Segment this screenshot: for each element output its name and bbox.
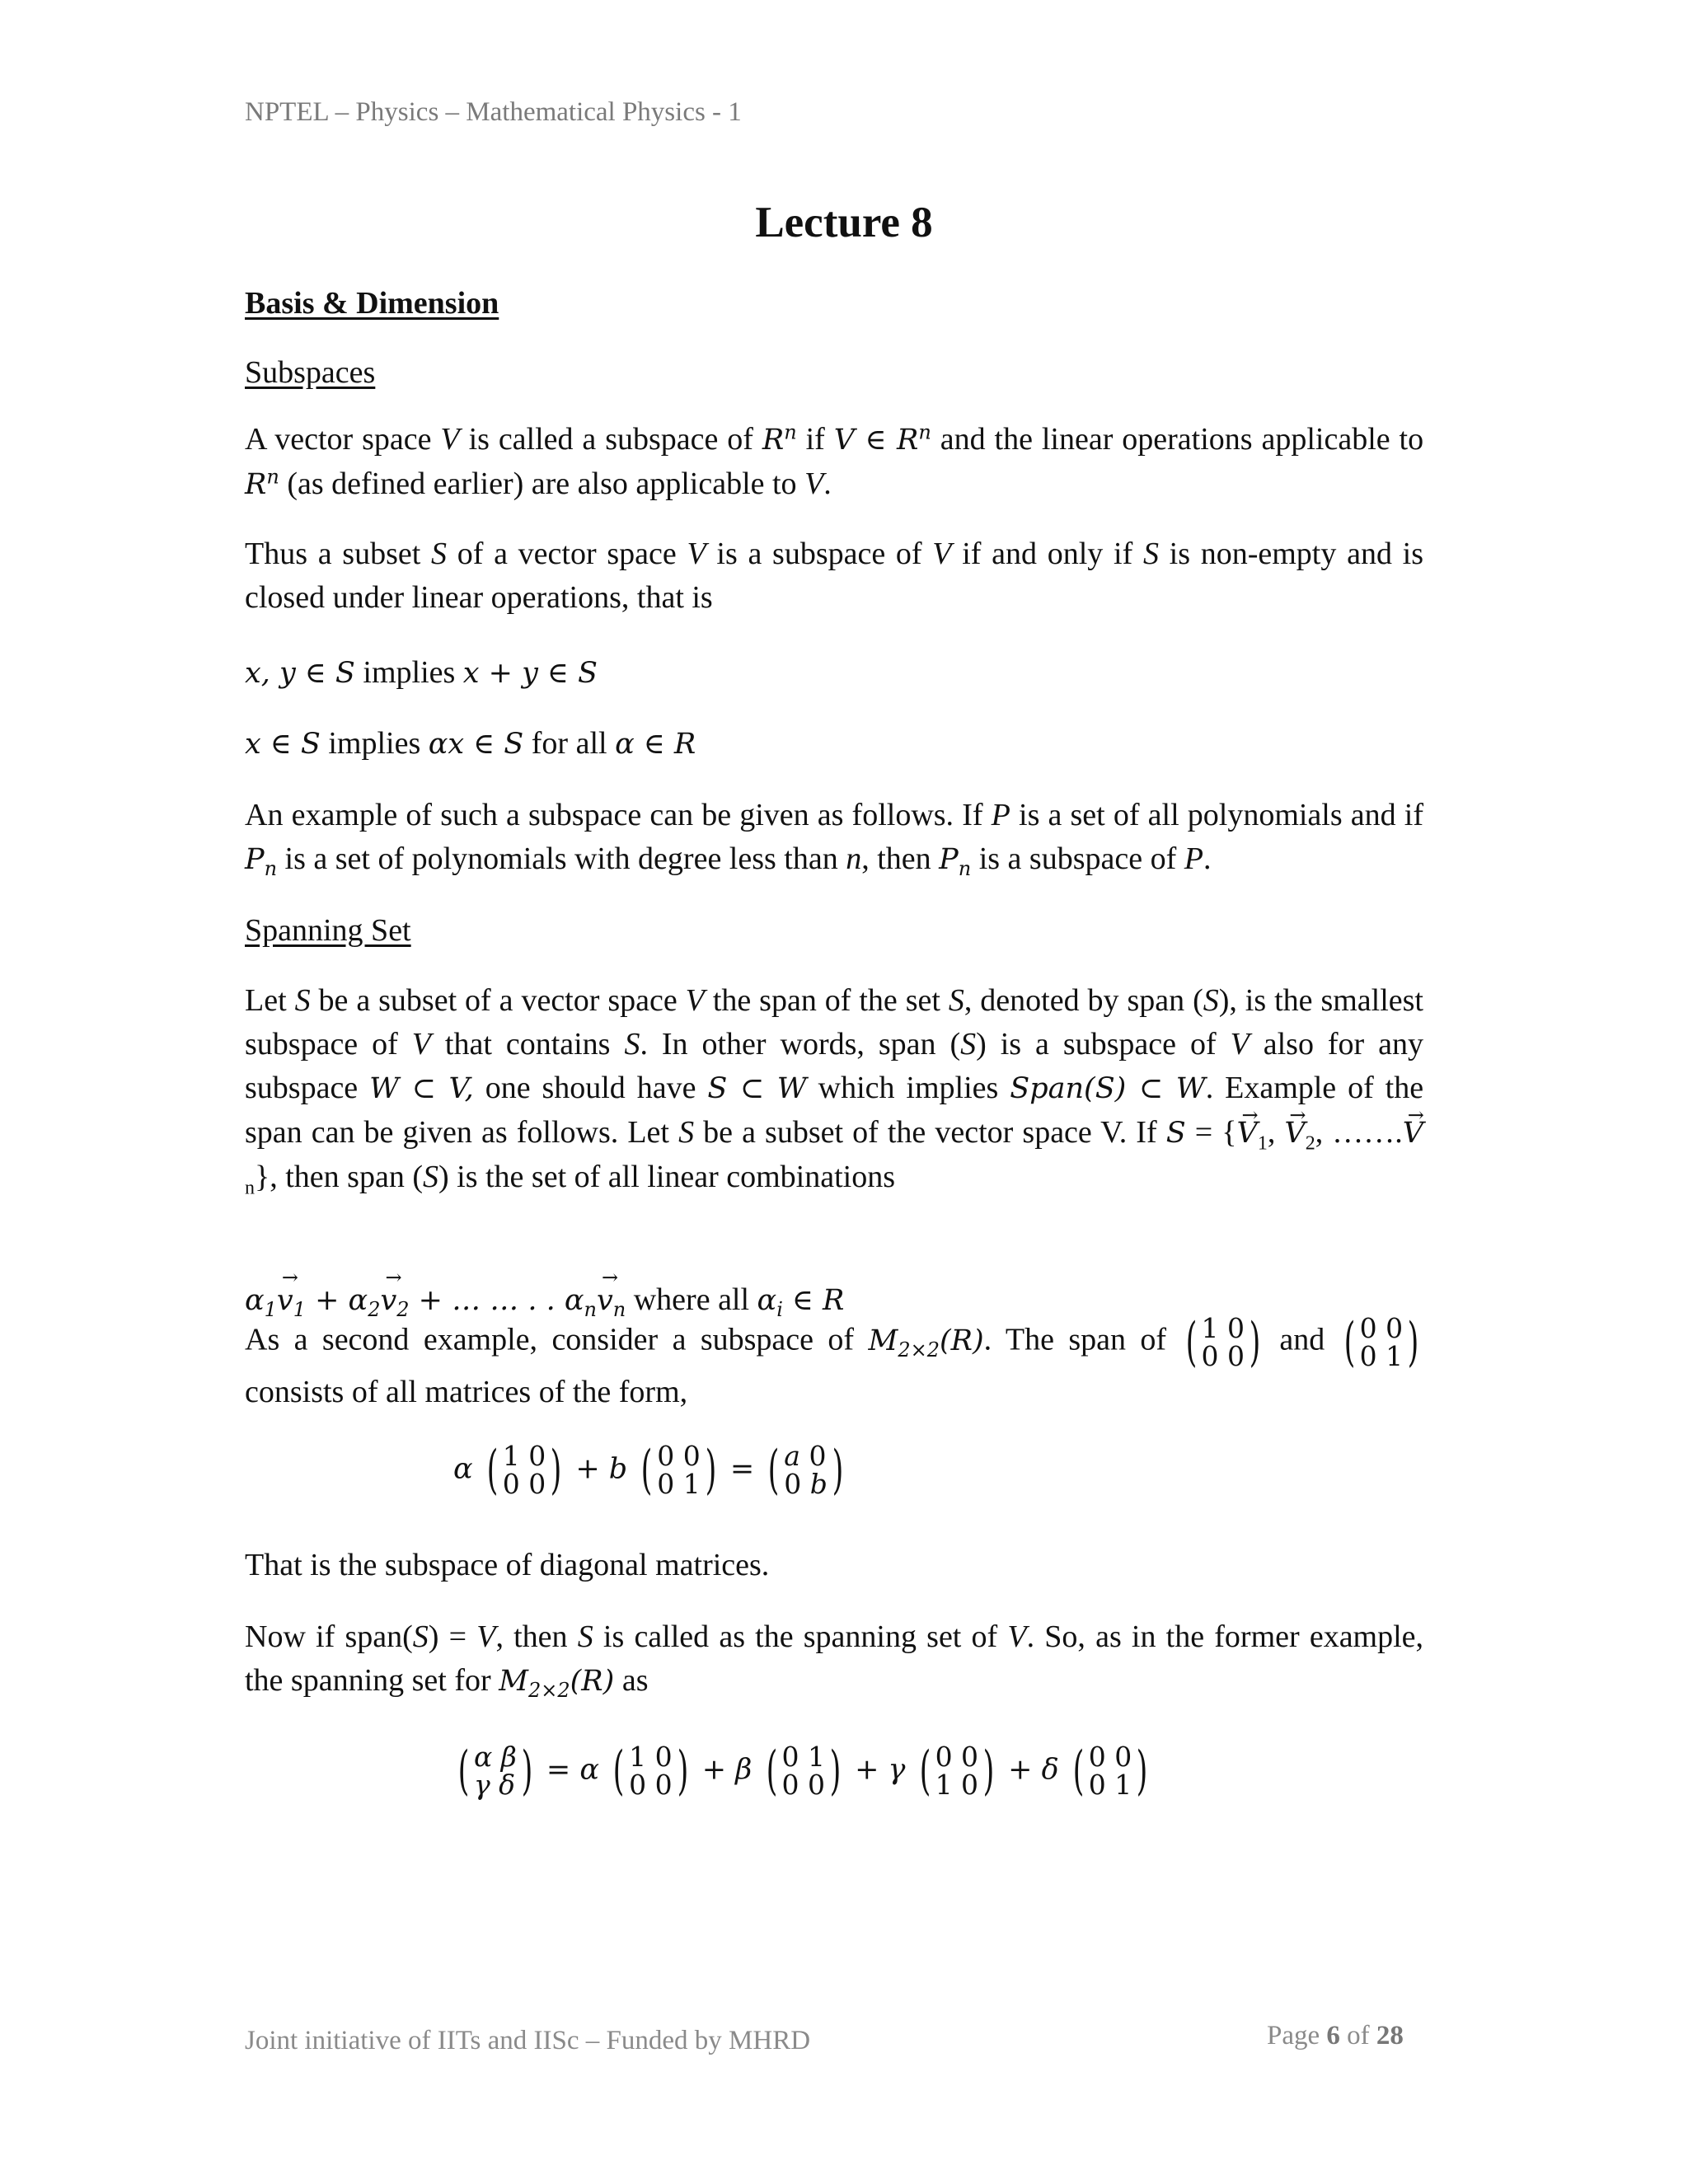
basis-expansion-equation: ( α β γ δ ) = α ( 1 0 0 0 ) + β ( 0 1 0 0 ) + γ ( 0 0 1 0 ) + δ ( 0 0 0 1 ) xyxy=(457,1741,1148,1802)
lecture-title: Lecture 8 xyxy=(755,199,933,246)
section-heading: Basis & Dimension xyxy=(245,286,499,321)
closure-rule-scalar: x ∈ S implies αx ∈ S for all α ∈ R xyxy=(245,726,696,761)
spanning-set-heading: Spanning Set xyxy=(245,913,411,948)
diagonal-conclusion: That is the subspace of diagonal matrices. xyxy=(245,1548,770,1582)
spanning-set-definition: Now if span(S) = V, then S is called as the spanning set of V. So, as in the former example, the spanning set for $M_{2\times 2}(R)$ as xyxy=(245,1619,1424,1702)
subspace-definition: A vector space V is called a subspace of $R^n$ if V ∈ $R^n$ and the linear operations applicable to $R^n$ (as defined earlier) are also applicable to V. xyxy=(245,420,1424,501)
span-definition: Let S be a subset of a vector space V the span of the set S, denoted by span (S), is the smallest subspace of V that contains S. In other words, span (S) is a subspace of V also for any subspace W ⊂ V, one should have S ⊂ W which implies Span(S) ⊂ W. Example of the span can be given as follows. Let S be a subset of the vector space V. If S = {→ $V_1$, → $V_2$, …….→ $V_n$}, then span (S) is the set of all linear combinations xyxy=(245,979,1423,1199)
closure-rule-addition: x, y ∈ S implies x + y ∈ S xyxy=(245,655,598,690)
polynomial-example: An example of such a subspace can be given as follows. If P is a set of all polynomials and if $P_n$ is a set of polynomials with degree less than n, then $P_n$ is a subspace of P. xyxy=(245,798,1424,880)
subset-condition: Thus a subset S of a vector space V is a subspace of V if and only if S is non-empty and is closed under linear operations, that is xyxy=(245,537,1424,615)
diagonal-matrix-equation: α ( 1 0 0 0 ) + b ( 0 0 0 1 ) = ( a 0 0 b ) xyxy=(453,1440,844,1501)
matrix-span-example: As a second example, consider a subspace of $M_{2\times 2}(R)$. The span of ( 1 0 0 0 ) and ( 0 0 0 1 ) consists of all matrices of the form, xyxy=(245,1312,1419,1409)
running-header: NPTEL – Physics – Mathematical Physics - 1 xyxy=(245,97,742,127)
footer-credit: Joint initiative of IITs and IISc – Funded by MHRD xyxy=(245,2026,811,2055)
page-number: Page 6 of 28 xyxy=(1267,2021,1404,2050)
linear-combination: $\alpha_1\to v_1 + \alpha_2\to v_2$ + … … . . $\alpha_n\to v_n$ where all $\alpha_i$ ∈ R xyxy=(245,1282,844,1318)
subspaces-heading: Subspaces xyxy=(245,355,376,390)
